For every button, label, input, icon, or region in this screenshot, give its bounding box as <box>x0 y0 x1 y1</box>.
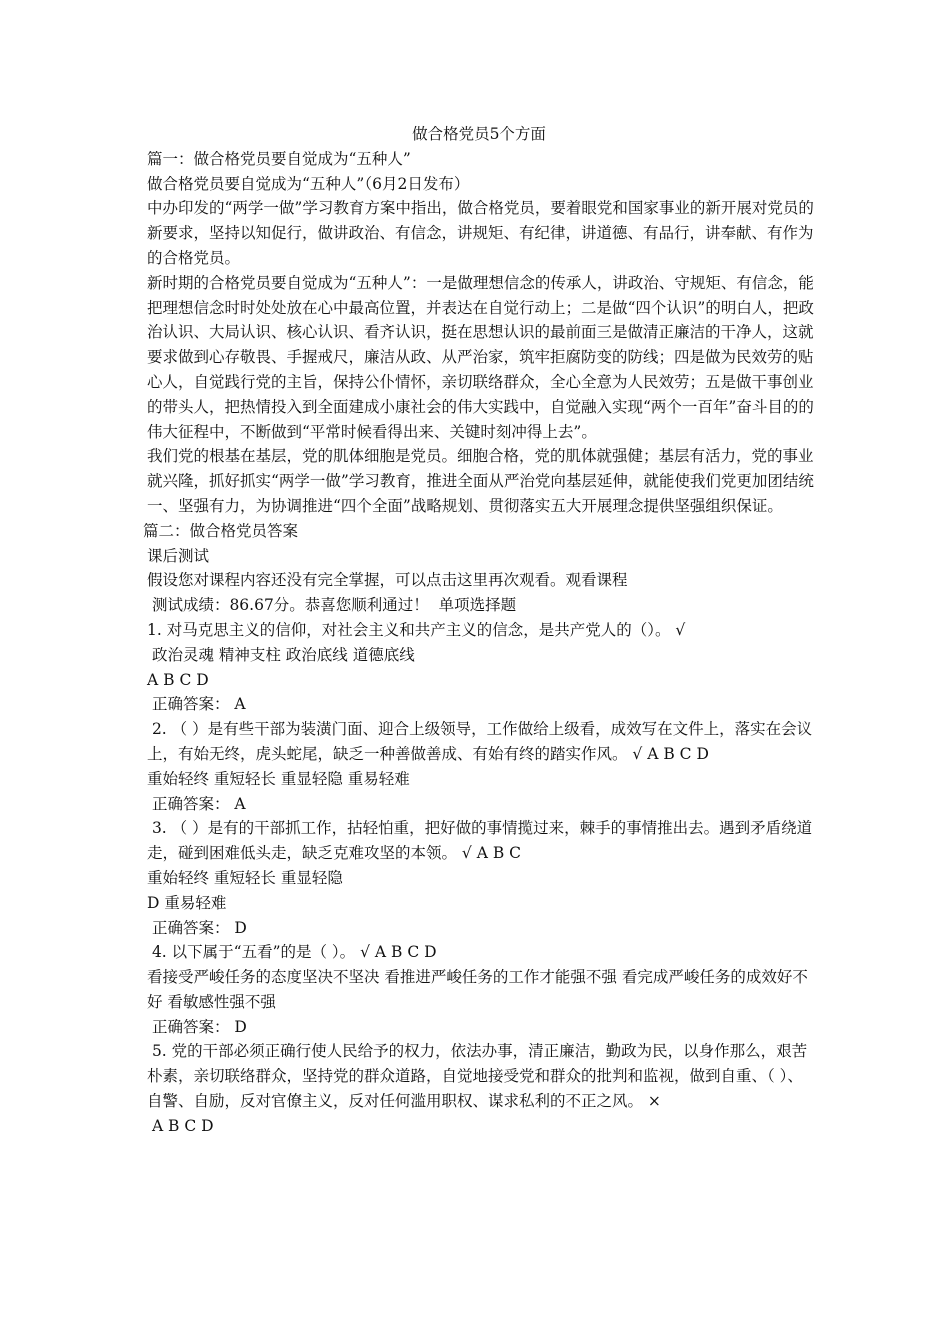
question-3-option-d: D 重易轻难 <box>147 893 227 912</box>
document-title: 做合格党员5个方面 <box>412 125 546 143</box>
question-2-answer: 正确答案： A <box>147 794 246 813</box>
question-4: 4. 以下属于“五看”的是（ ）。 √ A B C D <box>147 943 437 962</box>
part1-paragraph: 中办印发的“两学一做”学习教育方案中指出，做合格党员，要着眼党和国家事业的新开展对党员的新要求，坚持以知促行，做讲政治、有信念，讲规矩、有纪律，讲道德、有品行，讲奉献、有作为的合格党员。 <box>147 199 814 267</box>
question-1: 1. 对马克思主义的信仰，对社会主义和共产主义的信念，是共产党人的（）。 √ <box>147 620 686 639</box>
part2-heading: 篇二：做合格党员答案 <box>143 521 299 540</box>
question-3-answer: 正确答案： D <box>147 918 247 937</box>
question-4-answer: 正确答案： D <box>147 1017 247 1036</box>
question-1-answer: 正确答案： A <box>147 695 246 714</box>
part1-heading: 篇一：做合格党员要自觉成为“五种人” <box>147 149 411 168</box>
part1-subheading: 做合格党员要自觉成为“五种人”（6月2日发布） <box>147 174 470 193</box>
part1-paragraph: 新时期的合格党员要自觉成为“五种人”：一是做理想信念的传承人，讲政治、守规矩、有信念，能把理想信念时时处处放在心中最高位置，并表达在自觉行动上；二是做“四个认识”的明白人，把政治认识、大局认识、核心认识、看齐认识，挺在思想认识的最前面三是做清正廉洁的干净人，这就要求做到心存敬畏、手握戒尺，廉洁从政、从严治家，筑牢拒腐防变的防线；四是做为民效劳的贴心人，自觉践行党的主旨，保持公仆情怀，亲切联络群众，全心全意为人民效劳；五是做干事创业的带头人，把热情投入到全面建成小康社会的伟大实践中，自觉融入实现“两个一百年”奋斗目的的伟大征程中，不断做到“平常时候看得出来、关键时刻冲得上去”。 <box>147 273 814 441</box>
quiz-section-title: 课后测试 <box>147 546 210 565</box>
question-2: 2. （ ）是有些干部为装潢门面、迎合上级领导，工作做给上级看，成效写在文件上，落实在会议上，有始无终，虎头蛇尾，缺乏一种善做善成、有始有终的踏实作风。 √ A B C D <box>147 720 813 763</box>
quiz-review-hint: 假设您对课程内容还没有完全掌握，可以点击这里再次观看。观看课程 <box>147 571 628 590</box>
part1-paragraph: 我们党的根基在基层，党的肌体细胞是党员。细胞合格，党的肌体就强健；基层有活力，党的事业就兴隆，抓好抓实“两学一做”学习教育，推进全面从严治党向基层延伸，就能使我们党更加团结统一、坚强有力，为协调推进“四个全面”战略规划、贯彻落实五大开展理念提供坚强组织保证。 <box>147 447 814 515</box>
question-3-options: 重始轻终 重短轻长 重显轻隐 <box>147 868 343 887</box>
question-5-letters: A B C D <box>147 1116 214 1135</box>
question-1-letters: A B C D <box>147 670 209 689</box>
question-3: 3. （ ）是有的干部抓工作，拈轻怕重，把好做的事情揽过来，棘手的事情推出去。遇到矛盾绕道走，碰到困难低头走，缺乏克难攻坚的本领。 √ A B C <box>147 819 813 863</box>
question-2-options: 重始轻终 重短轻长 重显轻隐 重易轻难 <box>147 769 410 788</box>
question-5: 5. 党的干部必须正确行使人民给予的权力，依法办事，清正廉洁，勤政为民，以身作那么，艰苦朴素，亲切联络群众，坚持党的群众道路，自觉地接受党和群众的批判和监视，做到自重、（ ）、自警、自励，反对官僚主义，反对任何滥用职权、谋求私利的不正之风。 × <box>147 1042 808 1111</box>
question-1-options: 政治灵魂 精神支柱 政治底线 道德底线 <box>147 645 415 664</box>
question-4-options: 看接受严峻任务的态度坚决不坚决 看推进严峻任务的工作才能强不强 看完成严峻任务的成效好不好 看敏感性强不强 <box>147 968 808 1011</box>
quiz-score-line: 测试成绩：86.67分。恭喜您顺利通过！ 单项选择题 <box>147 596 517 615</box>
document-page <box>143 122 815 1139</box>
